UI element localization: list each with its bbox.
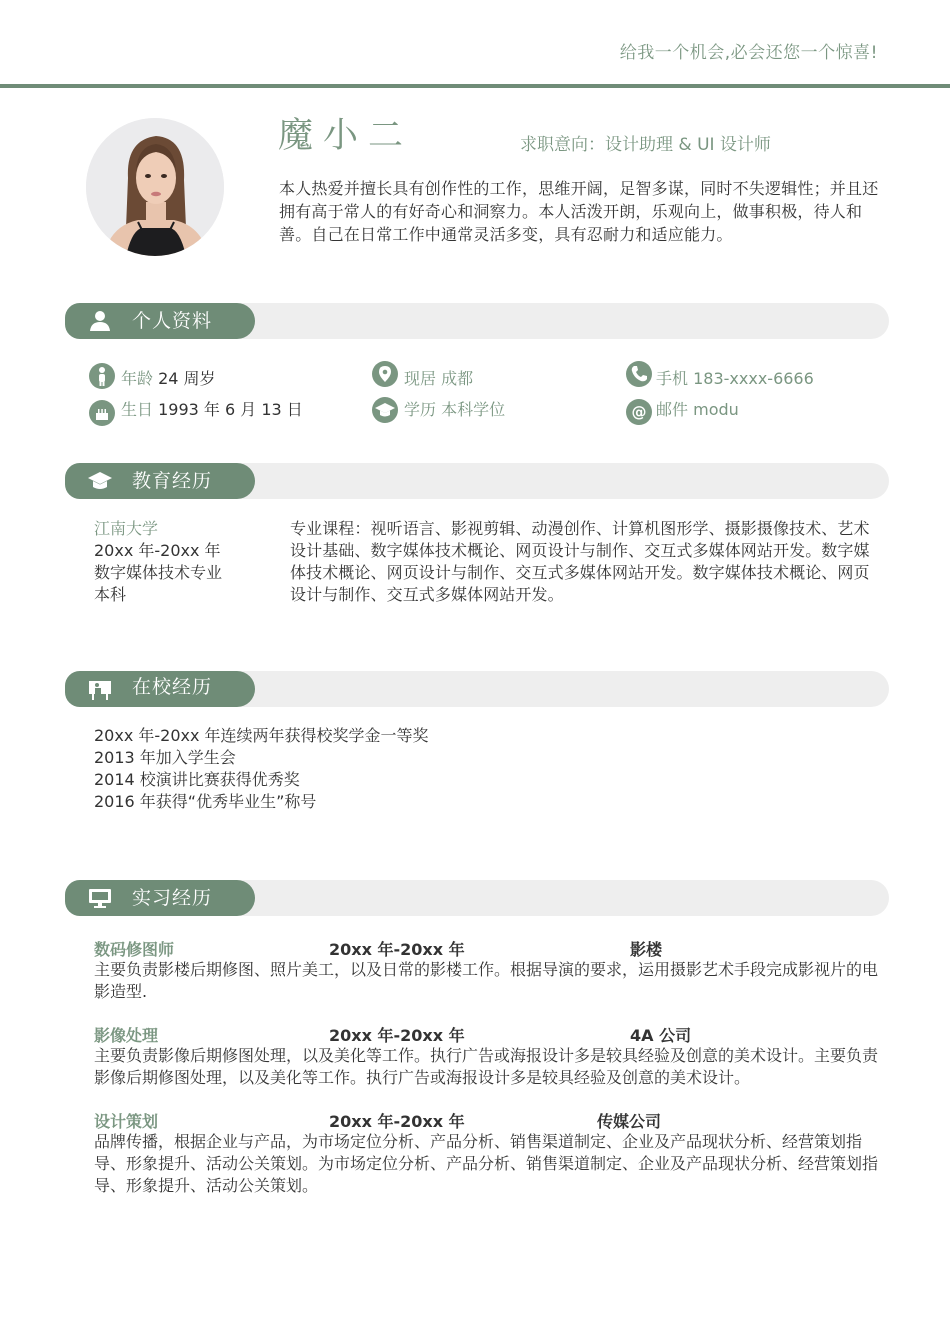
- list-item: 2014 校演讲比赛获得优秀奖: [94, 770, 300, 789]
- email-label: 邮件: [656, 400, 689, 419]
- phone-icon: [626, 361, 652, 387]
- birthday-label: 生日: [121, 400, 154, 419]
- info-email: [656, 397, 739, 420]
- age-label: 年龄: [121, 369, 154, 388]
- avatar: [86, 118, 224, 256]
- job-period: 20xx 年-20xx 年: [329, 1112, 465, 1131]
- list-item: 2013 年加入学生会: [94, 748, 236, 767]
- info-location: [404, 366, 473, 389]
- info-age: [121, 366, 216, 389]
- job-role: 影像处理: [94, 1026, 159, 1045]
- svg-text:@: @: [631, 403, 647, 421]
- job-description: 主要负责影像后期修图处理，以及美化等工作。执行广告或海报设计多是较具经验及创意的美术设计。主要负责影像后期修图处理，以及美化等工作。执行广告或海报设计多是较具经验及创意的美术设计。: [94, 1046, 879, 1087]
- presentation-board-icon: [86, 675, 114, 703]
- job-company: 4A 公司: [630, 1026, 692, 1045]
- section-title-internship: 实习经历: [132, 887, 213, 909]
- info-birthday: [121, 397, 303, 420]
- job-role: 设计策划: [94, 1112, 159, 1131]
- candidate-name: 魔小二: [278, 116, 414, 156]
- degree-label: 学历: [404, 400, 437, 419]
- age-value: 24 周岁: [158, 369, 216, 388]
- graduation-cap-icon: [372, 397, 398, 423]
- section-title-personal: 个人资料: [132, 310, 213, 332]
- cake-icon: [89, 400, 115, 426]
- job-period: 20xx 年-20xx 年: [329, 1026, 465, 1045]
- monitor-icon: [86, 884, 114, 912]
- info-degree: [404, 397, 505, 420]
- graduation-cap-icon: [86, 467, 114, 495]
- education-period: 20xx 年-20xx 年: [94, 541, 221, 560]
- degree-value: 本科学位: [441, 400, 506, 419]
- job-intention: [520, 130, 771, 155]
- job-intention-label: 求职意向：: [520, 135, 605, 155]
- birthday-value: 1993 年 6 月 13 日: [158, 400, 303, 419]
- location-pin-icon: [372, 361, 398, 387]
- slogan: 给我一个机会,必会还您一个惊喜!: [619, 43, 878, 63]
- job-company: 影楼: [630, 940, 663, 959]
- at-sign-icon: [626, 399, 652, 425]
- location-value: 成都: [441, 369, 474, 388]
- education-major: 数字媒体技术专业: [94, 563, 223, 582]
- education-summary: [94, 518, 222, 606]
- user-icon: [86, 307, 114, 335]
- info-phone: [656, 366, 814, 389]
- phone-label: 手机: [656, 369, 689, 388]
- job-period: 20xx 年-20xx 年: [329, 940, 465, 959]
- self-introduction: 本人热爱并擅长具有创作性的工作，思维开阔，足智多谋，同时不失逻辑性；并且还拥有高于常人的有好奇心和洞察力。本人活泼开朗，乐观向上，做事积极，待人和善。自己在日常工作中通常灵活多变，具有忍耐力和适应能力。: [279, 179, 879, 244]
- job-role: 数码修图师: [94, 940, 175, 959]
- location-label: 现居: [404, 369, 437, 388]
- phone-value: 183-xxxx-6666: [693, 369, 814, 388]
- job-description: 主要负责影楼后期修图、照片美工，以及日常的影楼工作。根据导演的要求，运用摄影艺术手段完成影视片的电影造型.: [94, 960, 879, 1001]
- job-company: 传媒公司: [597, 1112, 662, 1131]
- email-value: modu: [693, 400, 739, 419]
- section-title-campus: 在校经历: [132, 676, 213, 698]
- education-degree: 本科: [94, 585, 127, 604]
- list-item: 2016 年获得“优秀毕业生”称号: [94, 792, 317, 811]
- job-description: 品牌传播，根据企业与产品，为市场定位分析、产品分析、销售渠道制定、企业及产品现状分析、经营策划指导、形象提升、活动公关策划。为市场定位分析、产品分析、销售渠道制定、企业及产品现状分析、经营策划指导、形象提升、活动公关策划。: [94, 1132, 879, 1195]
- section-title-education: 教育经历: [132, 470, 213, 492]
- education-courses: 专业课程：视听语言、影视剪辑、动漫创作、计算机图形学、摄影摄像技术、艺术设计基础、数字媒体技术概论、网页设计与制作、交互式多媒体网站开发。数字媒体技术概论、网页设计与制作、交互式多媒体网站开发。数字媒体技术概论、网页设计与制作、交互式多媒体网站开发。: [290, 519, 870, 604]
- portrait-image: [86, 118, 224, 256]
- job-intention-value: 设计助理 & UI 设计师: [605, 135, 771, 155]
- header-divider: [0, 84, 950, 88]
- person-icon: [89, 363, 115, 389]
- campus-list: [94, 725, 429, 813]
- school-name: 江南大学: [94, 519, 159, 538]
- list-item: 20xx 年-20xx 年连续两年获得校奖学金一等奖: [94, 726, 429, 745]
